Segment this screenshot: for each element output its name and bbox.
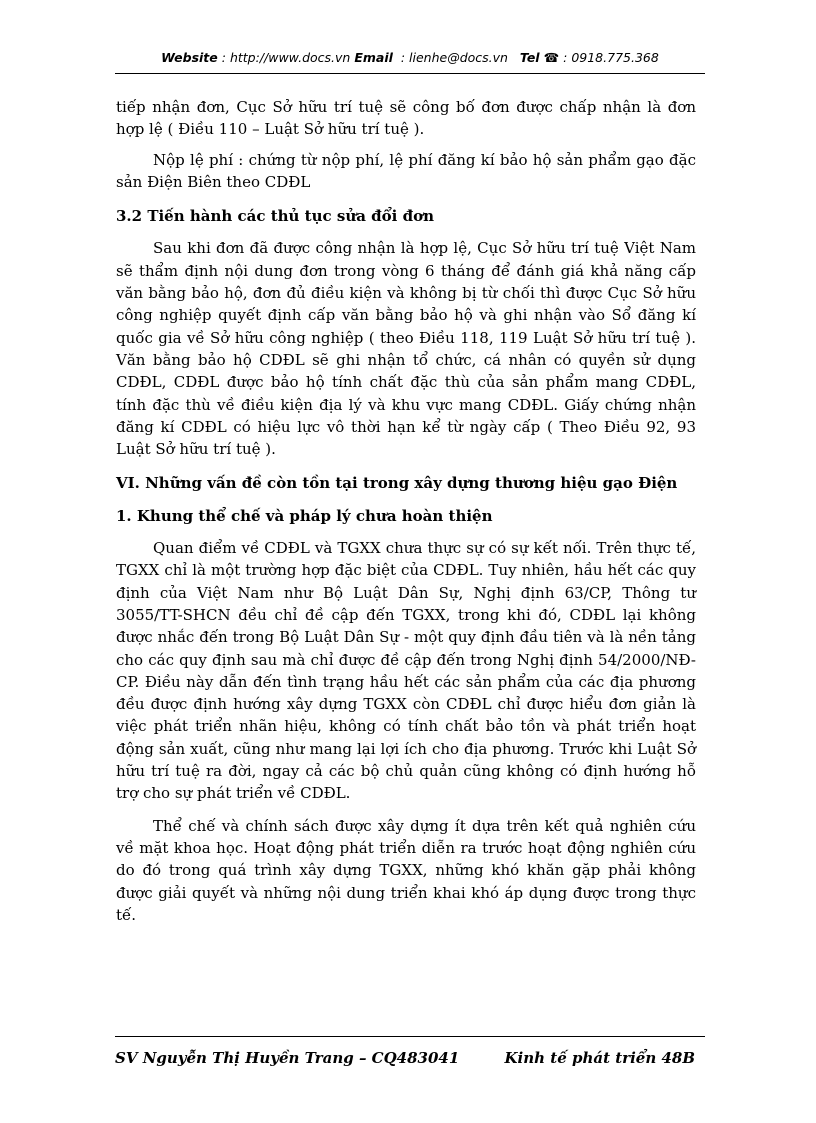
- section-heading: 3.2 Tiến hành các thủ tục sửa đổi đơn: [116, 207, 434, 226]
- phone-icon: ☎: [543, 50, 560, 65]
- tel-label: Tel: [519, 50, 540, 65]
- section-heading: VI. Những vấn đề còn tồn tại trong xây dựng thương hiệu gạo Điện: [116, 474, 678, 493]
- tel-value: 0918.775.368: [571, 50, 659, 65]
- header-divider: [115, 73, 705, 74]
- paragraph: Nộp lệ phí : chứng từ nộp phí, lệ phí đăng kí bảo hộ sản phẩm gạo đặc sản Điện Biên theo CDĐL: [116, 150, 696, 191]
- paragraph: Thể chế và chính sách được xây dựng ít dựa trên kết quả nghiên cứu về mặt khoa học. Hoạt động phát triển diễn ra trước hoạt động nghiên cứu do đó trong quá trình xây dựng TGXX, những khó khăn gặp phải không được giải quyết và những nội dung triển khai khó áp dụng được trong thực tế.: [116, 816, 696, 924]
- paragraph: Quan điểm về CDĐL và TGXX chưa thực sự có sự kết nối. Trên thực tế, TGXX chỉ là một trường hợp đặc biệt của CDĐL. Tuy nhiên, hầu hết các quy định của Việt Nam như Bộ Luật Dân Sự, Nghị định 63/CP, Thông tư 3055/TT-SHCN đều chỉ đề cập đến TGXX, trong khi đó, CDĐL lại không được nhắc đến trong Bộ Luật Dân Sự - một quy định đầu tiên và là nền tảng cho các quy định sau mà chỉ được đề cập đến trong Nghị định 54/2000/NĐ-CP. Điều này dẫn đến tình trạng hầu hết các sản phẩm của các địa phương đều được định hướng xây dựng TGXX còn CDĐL chỉ được hiểu đơn giản là việc phát triển nhãn hiệu, không có tính chất bảo tồn và phát triển hoạt động sản xuất, cũng như mang lại lợi ích cho địa phương. Trước khi Luật Sở hữu trí tuệ ra đời, ngay cả các bộ chủ quản cũng không có định hướng hỗ trợ cho sự phát triển về CDĐL.: [116, 539, 696, 803]
- page-header: Website : http://www.docs.vn Email : lienhe@docs.vn Tel ☎ : 0918.775.368: [161, 50, 659, 65]
- website-link[interactable]: http://www.docs.vn: [229, 50, 351, 65]
- website-label: Website: [161, 50, 218, 65]
- footer-divider: [115, 1036, 705, 1037]
- document-body: [116, 96, 696, 926]
- section-heading: 1. Khung thể chế và pháp lý chưa hoàn thiện: [116, 506, 493, 525]
- paragraph: Sau khi đơn đã được công nhận là hợp lệ, Cục Sở hữu trí tuệ Việt Nam sẽ thẩm định nội dung đơn trong vòng 6 tháng để đánh giá khả năng cấp văn bằng bảo hộ, đơn đủ điều kiện và không bị từ chối thì được Cục Sở hữu công nghiệp quyết định cấp văn bằng bảo hộ và ghi nhận vào Sổ đăng kí quốc gia về Sở hữu công nghiệp ( theo Điều 118, 119 Luật Sở hữu trí tuệ ). Văn bằng bảo hộ CDĐL sẽ ghi nhận tổ chức, cá nhân có quyền sử dụng CDĐL, CDĐL được bảo hộ tính chất đặc thù của sản phẩm mang CDĐL, tính đặc thù về điều kiện địa lý và khu vực mang CDĐL. Giấy chứng nhận đăng kí CDĐL có hiệu lực vô thời hạn kể từ ngày cấp ( Theo Điều 92, 93 Luật Sở hữu trí tuệ ).: [116, 239, 696, 459]
- footer-author: SV Nguyễn Thị Huyền Trang – CQ483041: [115, 1049, 460, 1067]
- paragraph: tiếp nhận đơn, Cục Sở hữu trí tuệ sẽ công bố đơn được chấp nhận là đơn hợp lệ ( Điều 110 – Luật Sở hữu trí tuệ ).: [116, 98, 696, 139]
- email-label: Email: [354, 50, 393, 65]
- footer-course: Kinh tế phát triển 48B: [504, 1049, 695, 1067]
- email-link[interactable]: lienhe@docs.vn: [409, 50, 508, 65]
